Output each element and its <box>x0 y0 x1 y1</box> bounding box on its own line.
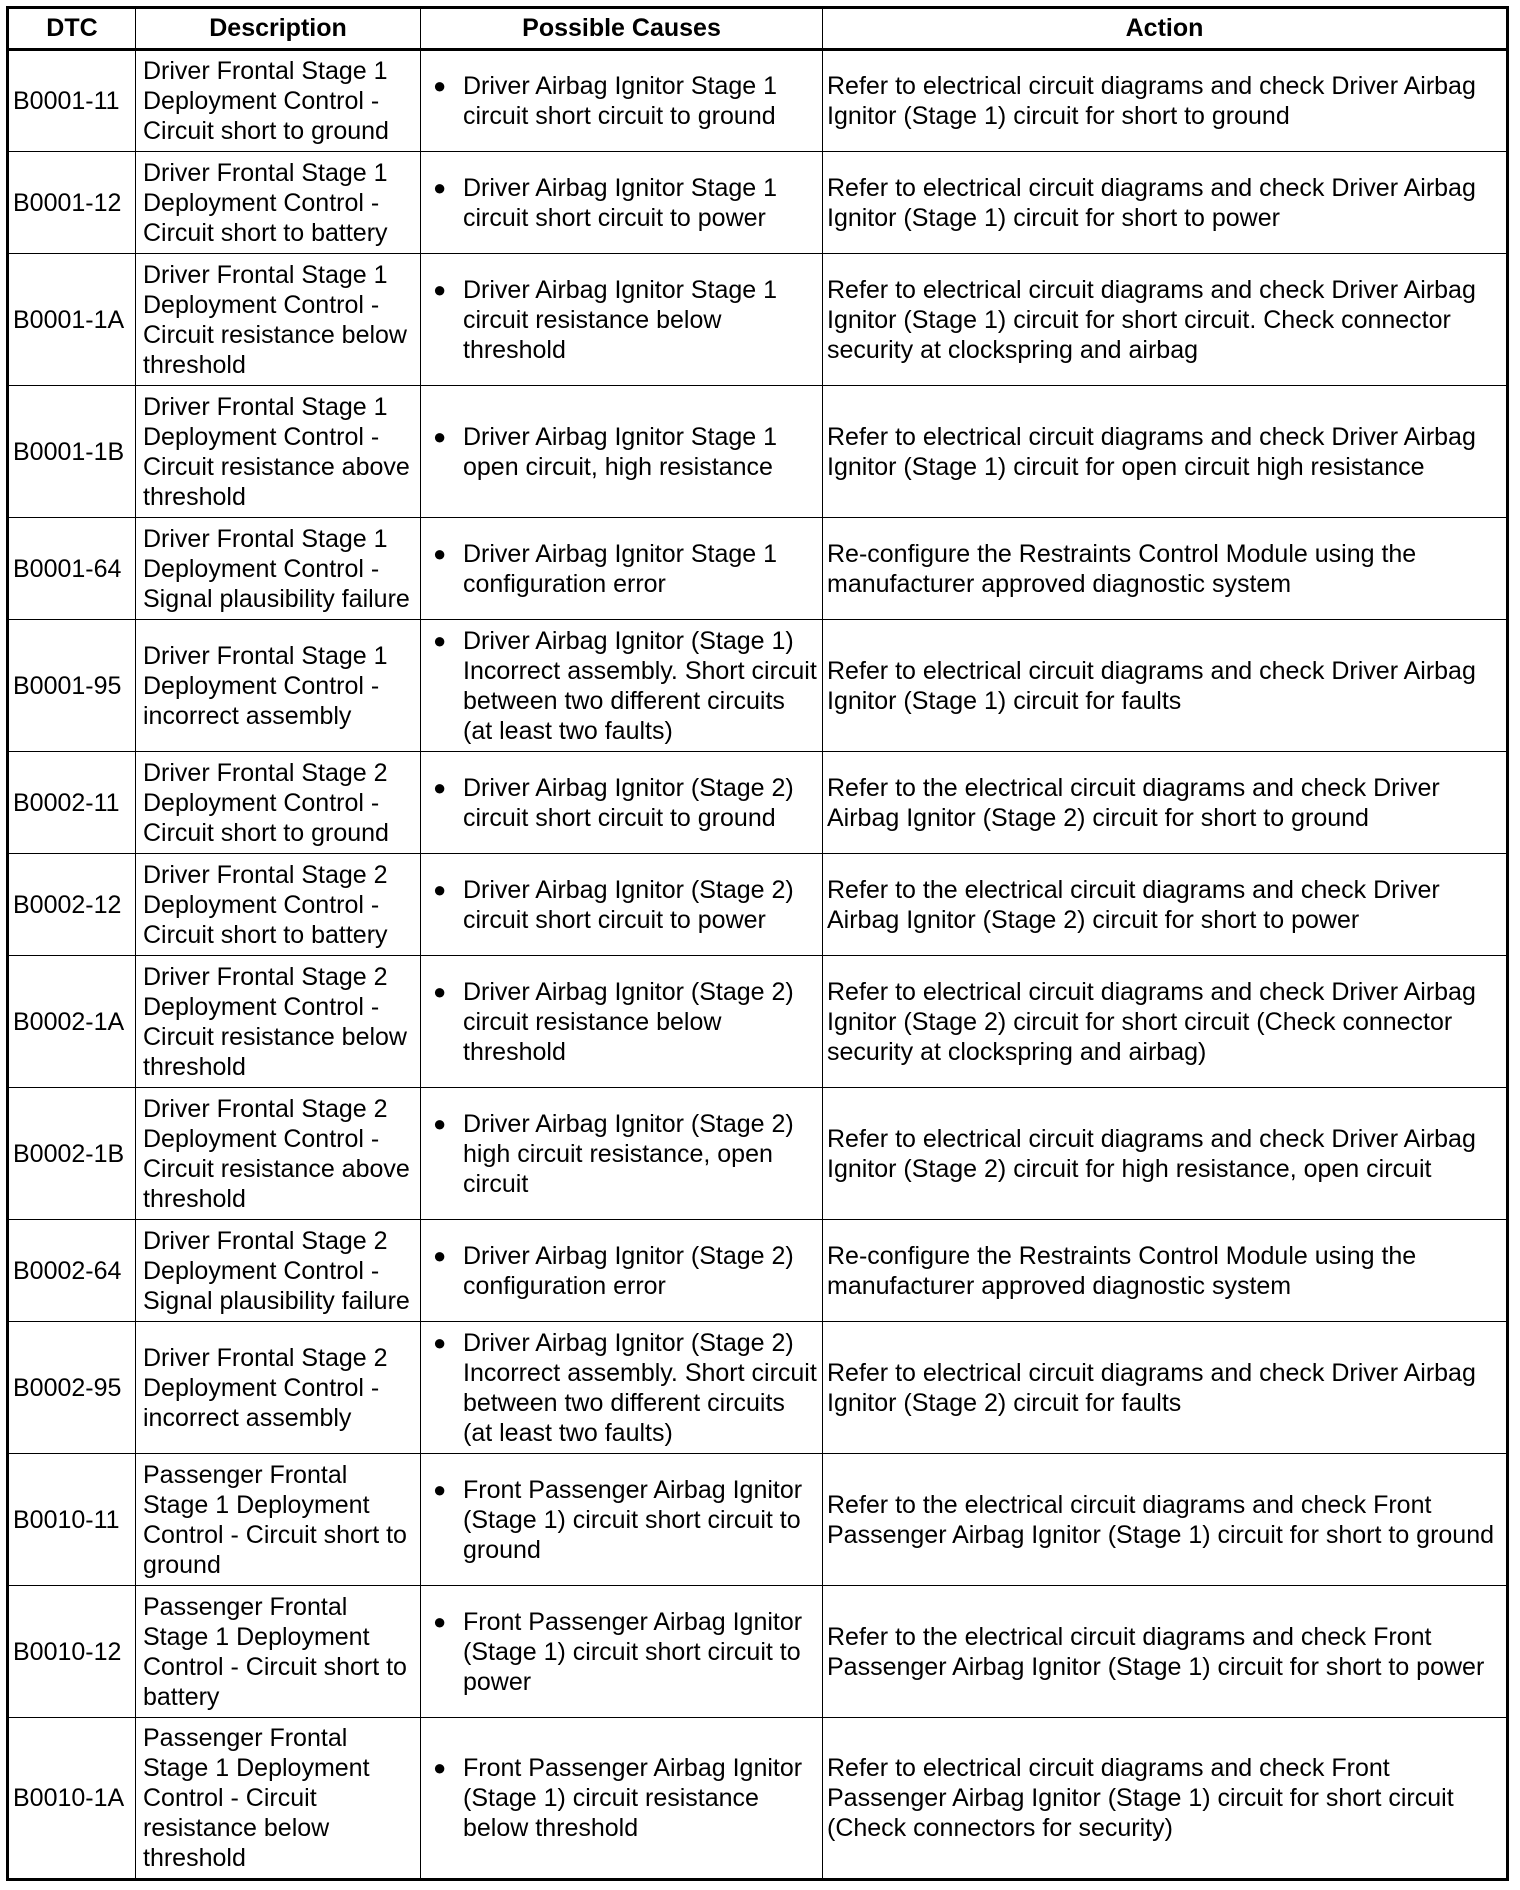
bullet-icon: ● <box>433 978 447 1004</box>
action-text: Refer to electrical circuit diagrams and check Driver Airbag Ignitor (Stage 1) circuit for short to power <box>823 152 1508 254</box>
possible-cause <box>421 752 823 854</box>
dtc-code: B0002-1B <box>8 1088 136 1220</box>
dtc-code: B0002-1A <box>8 956 136 1088</box>
dtc-code: B0001-1A <box>8 254 136 386</box>
cause-text: Driver Airbag Ignitor Stage 1 circuit short circuit to ground <box>463 72 778 130</box>
possible-cause <box>421 956 823 1088</box>
possible-cause <box>421 1322 823 1454</box>
action-text: Refer to electrical circuit diagrams and check Front Passenger Airbag Ignitor (Stage 1) circuit for short circuit (Check connectors for security) <box>823 1718 1508 1880</box>
cause-text: Driver Airbag Ignitor (Stage 2) circuit short circuit to power <box>463 875 794 934</box>
action-text: Refer to the electrical circuit diagrams and check Driver Airbag Ignitor (Stage 2) circuit for short to ground <box>823 752 1508 854</box>
action-text: Refer to electrical circuit diagrams and check Driver Airbag Ignitor (Stage 1) circuit for short circuit. Check connector security at clockspring and airbag <box>823 254 1508 386</box>
table-row <box>8 1322 1508 1454</box>
header-possible-causes: Possible Causes <box>421 8 823 50</box>
action-text: Refer to electrical circuit diagrams and check Driver Airbag Ignitor (Stage 2) circuit for faults <box>823 1322 1508 1454</box>
possible-cause <box>421 254 823 386</box>
cause-text: Driver Airbag Ignitor (Stage 2) high circuit resistance, open circuit <box>463 1109 794 1198</box>
cause-text: Driver Airbag Ignitor (Stage 2) circuit resistance below threshold <box>463 977 794 1066</box>
possible-cause <box>421 386 823 518</box>
dtc-description: Passenger Frontal Stage 1 Deployment Control - Circuit short to battery <box>136 1586 421 1718</box>
header-description: Description <box>136 8 421 50</box>
header-action: Action <box>823 8 1508 50</box>
possible-cause <box>421 152 823 254</box>
cause-text: Driver Airbag Ignitor (Stage 2) configuration error <box>463 1241 794 1300</box>
table-row <box>8 620 1508 752</box>
dtc-table <box>6 6 1509 1881</box>
bullet-icon: ● <box>433 876 447 902</box>
cause-text: Driver Airbag Ignitor Stage 1 open circuit, high resistance <box>463 422 778 481</box>
table-row <box>8 152 1508 254</box>
dtc-code: B0001-1B <box>8 386 136 518</box>
dtc-code: B0010-1A <box>8 1718 136 1880</box>
table-row <box>8 1220 1508 1322</box>
bullet-icon: ● <box>433 1329 447 1355</box>
dtc-code: B0002-95 <box>8 1322 136 1454</box>
action-text: Refer to electrical circuit diagrams and check Driver Airbag Ignitor (Stage 1) circuit for faults <box>823 620 1508 752</box>
bullet-icon: ● <box>433 540 447 566</box>
possible-cause <box>421 1220 823 1322</box>
bullet-icon: ● <box>433 276 447 302</box>
dtc-description: Driver Frontal Stage 1 Deployment Control - Circuit short to ground <box>136 50 421 152</box>
bullet-icon: ● <box>433 1242 447 1268</box>
table-row <box>8 386 1508 518</box>
dtc-code: B0010-11 <box>8 1454 136 1586</box>
bullet-icon: ● <box>433 774 447 800</box>
cause-text: Driver Airbag Ignitor Stage 1 circuit short circuit to power <box>463 173 778 232</box>
cause-text: Driver Airbag Ignitor (Stage 2) Incorrect assembly. Short circuit between two different circuits (at least two faults) <box>463 1328 817 1447</box>
table-row <box>8 1454 1508 1586</box>
cause-text: Front Passenger Airbag Ignitor (Stage 1) circuit short circuit to power <box>463 1607 803 1696</box>
cause-text: Driver Airbag Ignitor (Stage 2) circuit short circuit to ground <box>463 773 794 832</box>
possible-cause <box>421 854 823 956</box>
bullet-icon: ● <box>433 423 447 449</box>
dtc-description: Driver Frontal Stage 2 Deployment Control - incorrect assembly <box>136 1322 421 1454</box>
dtc-description: Driver Frontal Stage 2 Deployment Control - Circuit short to ground <box>136 752 421 854</box>
cause-text: Driver Airbag Ignitor Stage 1 configuration error <box>463 539 778 598</box>
bullet-icon: ● <box>433 627 447 653</box>
dtc-description: Driver Frontal Stage 2 Deployment Control - Circuit resistance below threshold <box>136 956 421 1088</box>
dtc-description: Driver Frontal Stage 1 Deployment Control - Signal plausibility failure <box>136 518 421 620</box>
cause-text: Front Passenger Airbag Ignitor (Stage 1) circuit short circuit to ground <box>463 1475 803 1564</box>
action-text: Refer to electrical circuit diagrams and check Driver Airbag Ignitor (Stage 2) circuit for short circuit (Check connector security at clockspring and airbag) <box>823 956 1508 1088</box>
dtc-code: B0001-11 <box>8 50 136 152</box>
action-text: Refer to electrical circuit diagrams and check Driver Airbag Ignitor (Stage 1) circuit for short to ground <box>823 50 1508 152</box>
bullet-icon: ● <box>433 1608 447 1634</box>
table-row <box>8 1088 1508 1220</box>
dtc-code: B0001-64 <box>8 518 136 620</box>
action-text: Re-configure the Restraints Control Module using the manufacturer approved diagnostic system <box>823 518 1508 620</box>
dtc-table-container <box>6 6 1509 1881</box>
dtc-description: Driver Frontal Stage 2 Deployment Control - Circuit resistance above threshold <box>136 1088 421 1220</box>
bullet-icon: ● <box>433 1476 447 1502</box>
dtc-code: B0002-64 <box>8 1220 136 1322</box>
possible-cause <box>421 1718 823 1880</box>
table-row <box>8 50 1508 152</box>
cause-text: Driver Airbag Ignitor (Stage 1) Incorrect assembly. Short circuit between two different circuits (at least two faults) <box>463 626 817 745</box>
table-row <box>8 854 1508 956</box>
dtc-description: Driver Frontal Stage 1 Deployment Control - incorrect assembly <box>136 620 421 752</box>
bullet-icon: ● <box>433 174 447 200</box>
table-row <box>8 518 1508 620</box>
dtc-description: Driver Frontal Stage 1 Deployment Control - Circuit resistance above threshold <box>136 386 421 518</box>
cause-text: Front Passenger Airbag Ignitor (Stage 1) circuit resistance below threshold <box>463 1754 803 1842</box>
dtc-description: Passenger Frontal Stage 1 Deployment Control - Circuit short to ground <box>136 1454 421 1586</box>
action-text: Refer to the electrical circuit diagrams and check Front Passenger Airbag Ignitor (Stage 1) circuit for short to power <box>823 1586 1508 1718</box>
action-text: Refer to electrical circuit diagrams and check Driver Airbag Ignitor (Stage 1) circuit for open circuit high resistance <box>823 386 1508 518</box>
possible-cause <box>421 518 823 620</box>
dtc-code: B0002-11 <box>8 752 136 854</box>
bullet-icon: ● <box>433 1110 447 1136</box>
dtc-description: Passenger Frontal Stage 1 Deployment Control - Circuit resistance below threshold <box>136 1718 421 1880</box>
table-row <box>8 1718 1508 1880</box>
possible-cause <box>421 1454 823 1586</box>
table-row <box>8 752 1508 854</box>
action-text: Refer to the electrical circuit diagrams and check Driver Airbag Ignitor (Stage 2) circuit for short to power <box>823 854 1508 956</box>
dtc-description: Driver Frontal Stage 1 Deployment Control - Circuit short to battery <box>136 152 421 254</box>
dtc-code: B0010-12 <box>8 1586 136 1718</box>
dtc-description: Driver Frontal Stage 2 Deployment Control - Circuit short to battery <box>136 854 421 956</box>
table-row <box>8 254 1508 386</box>
table-row <box>8 1586 1508 1718</box>
dtc-code: B0002-12 <box>8 854 136 956</box>
dtc-code: B0001-12 <box>8 152 136 254</box>
dtc-description: Driver Frontal Stage 1 Deployment Control - Circuit resistance below threshold <box>136 254 421 386</box>
dtc-description: Driver Frontal Stage 2 Deployment Control - Signal plausibility failure <box>136 1220 421 1322</box>
possible-cause <box>421 50 823 152</box>
possible-cause <box>421 1586 823 1718</box>
action-text: Refer to the electrical circuit diagrams and check Front Passenger Airbag Ignitor (Stage 1) circuit for short to ground <box>823 1454 1508 1586</box>
action-text: Refer to electrical circuit diagrams and check Driver Airbag Ignitor (Stage 2) circuit for high resistance, open circuit <box>823 1088 1508 1220</box>
cause-text: Driver Airbag Ignitor Stage 1 circuit resistance below threshold <box>463 275 778 364</box>
action-text: Re-configure the Restraints Control Module using the manufacturer approved diagnostic system <box>823 1220 1508 1322</box>
header-row <box>8 8 1508 50</box>
possible-cause <box>421 620 823 752</box>
bullet-icon: ● <box>433 73 447 98</box>
header-dtc: DTC <box>8 8 136 50</box>
bullet-icon: ● <box>433 1755 447 1780</box>
table-row <box>8 956 1508 1088</box>
dtc-code: B0001-95 <box>8 620 136 752</box>
possible-cause <box>421 1088 823 1220</box>
